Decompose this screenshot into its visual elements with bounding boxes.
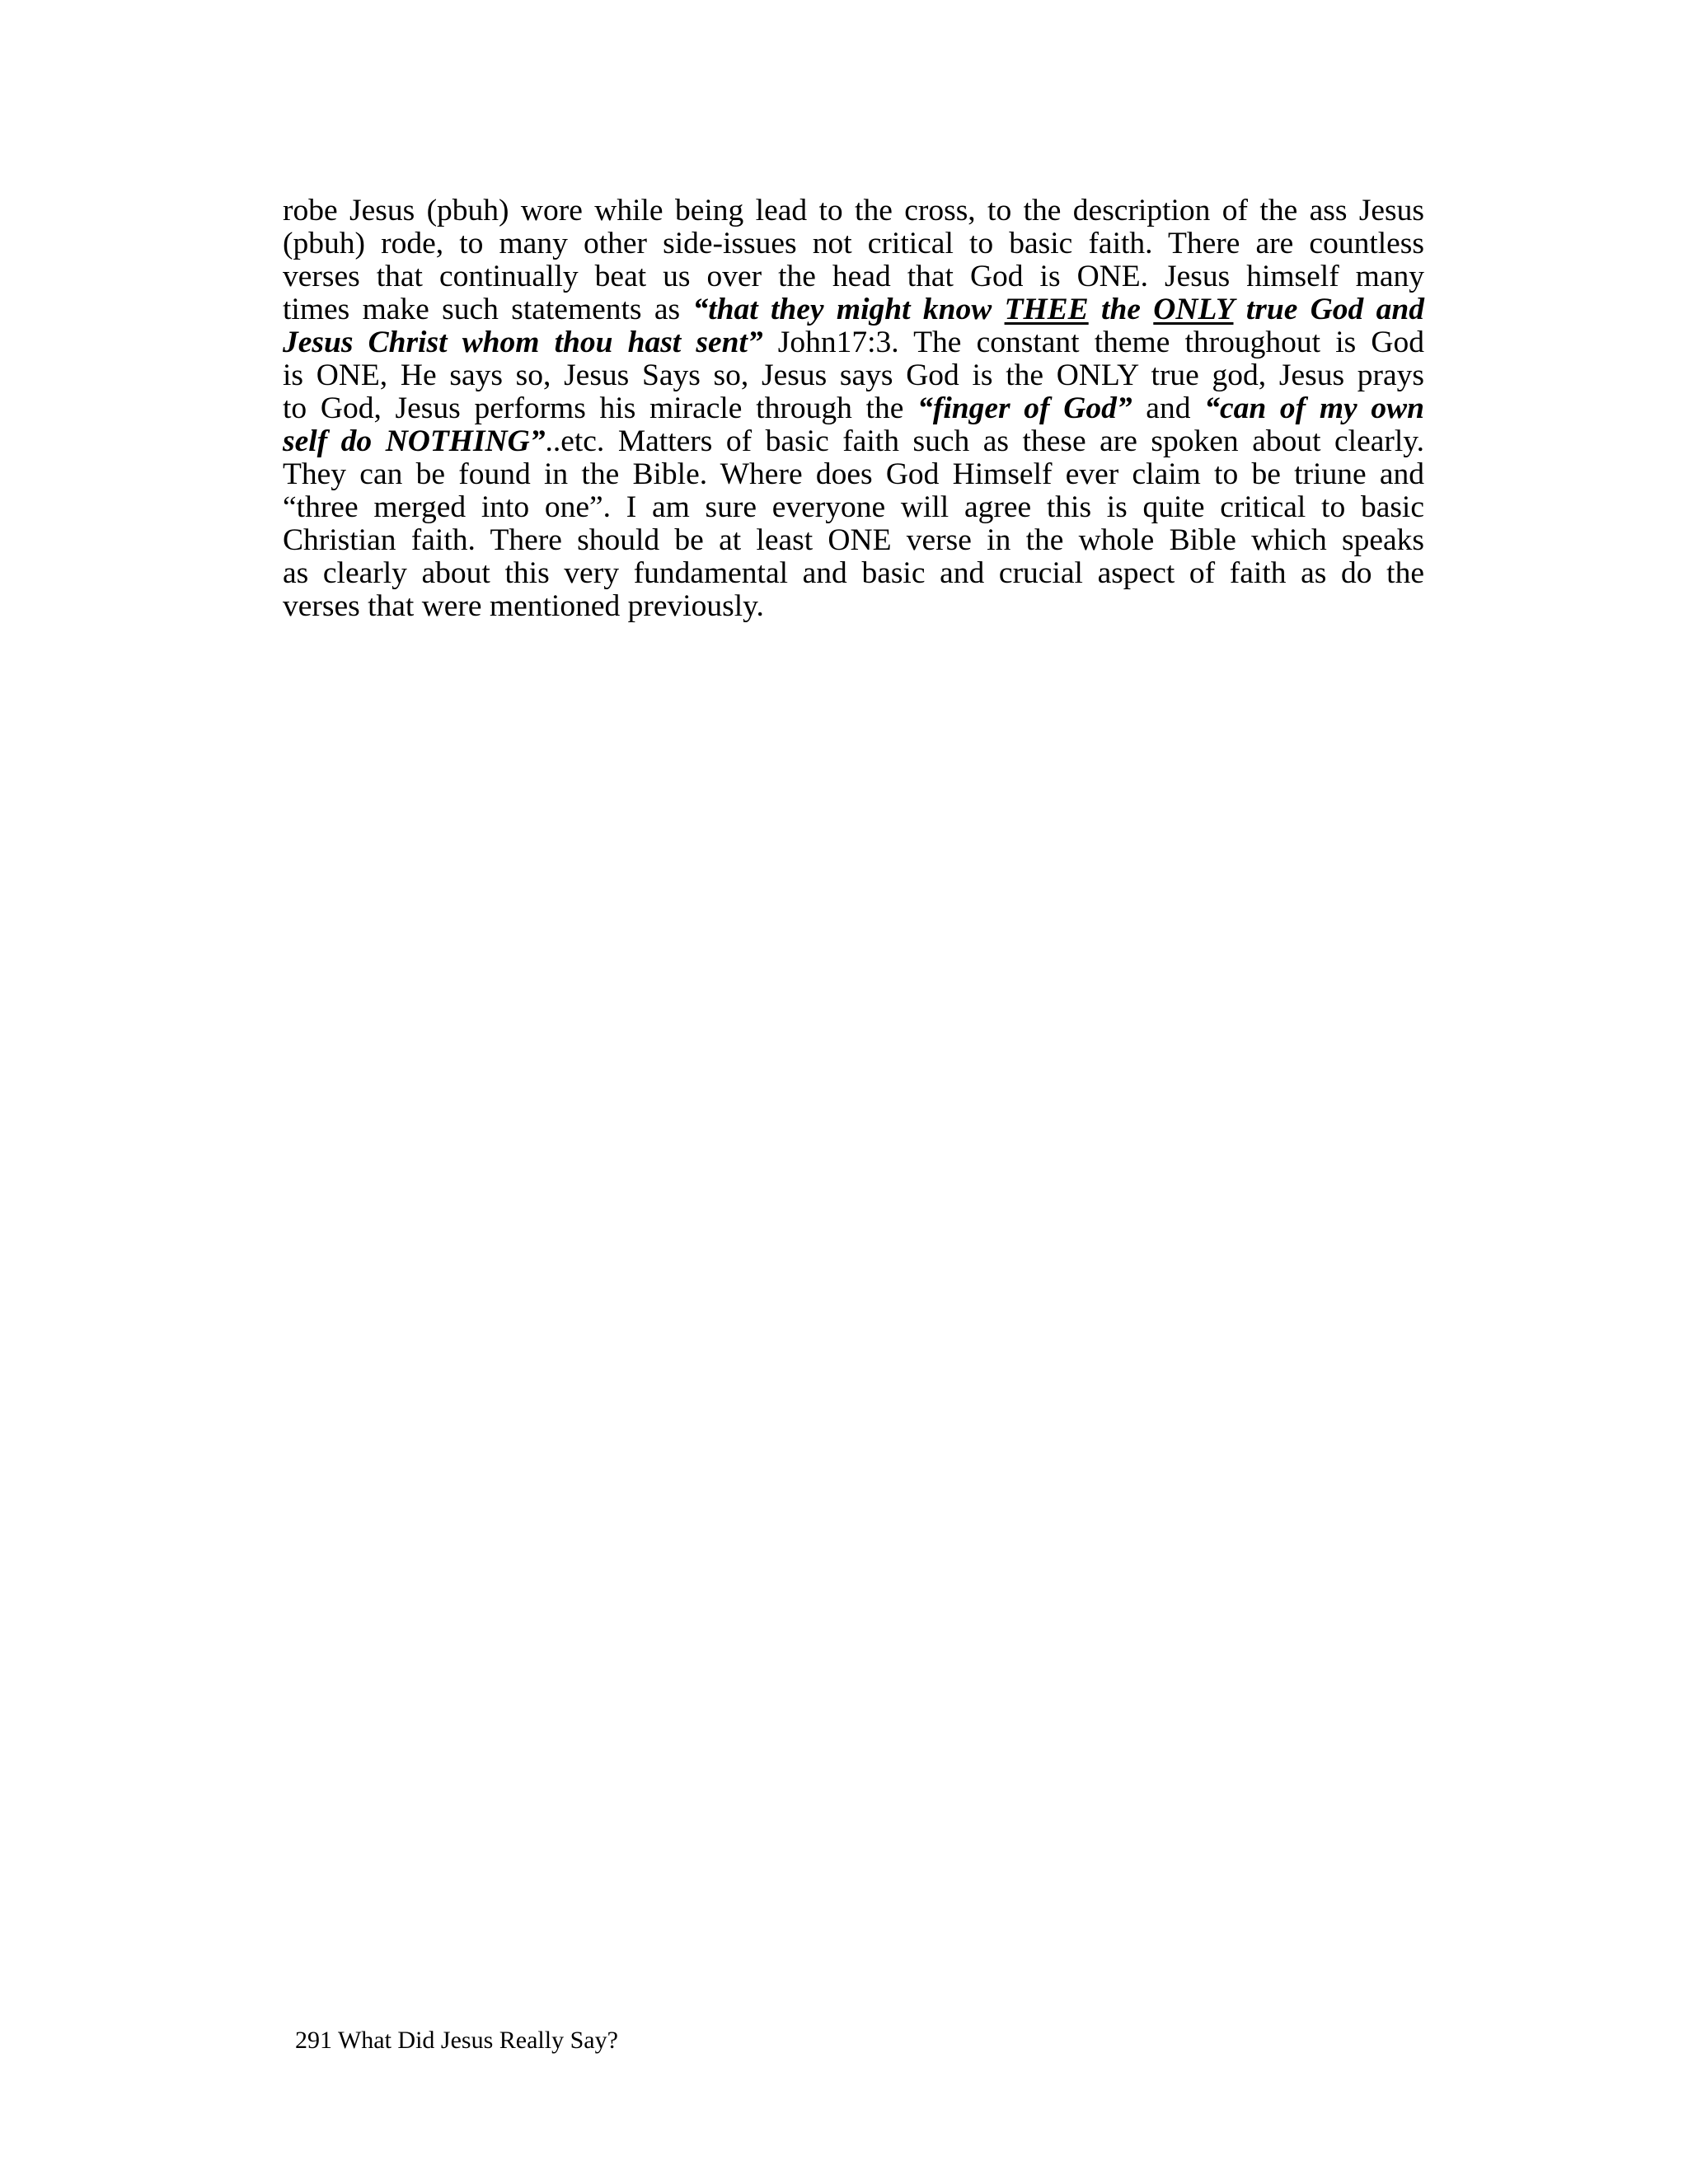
text-line: as clearly about this very fundamental and basic and crucial aspect of faith as do the <box>283 556 1424 590</box>
text-run: times make such statements as <box>283 293 693 326</box>
quote-emphasis: Jesus Christ whom thou hast sent” <box>283 326 763 359</box>
underlined-word-only: ONLY <box>1153 293 1234 326</box>
quote-emphasis: self do NOTHING” <box>283 424 546 458</box>
text-run: John17:3. The constant theme throughout is God <box>762 326 1424 359</box>
body-paragraph <box>283 194 1424 623</box>
underlined-word-thee: THEE <box>1004 293 1089 326</box>
text-line: is ONE, He says so, Jesus Says so, Jesus says God is the ONLY true god, Jesus prays <box>283 359 1424 392</box>
text-line: They can be found in the Bible. Where does God Himself ever claim to be triune and <box>283 457 1424 491</box>
quote-run: “that they might know <box>692 293 1005 326</box>
text-run: to God, Jesus performs his miracle through the <box>283 391 918 425</box>
text-line <box>283 326 1424 359</box>
text-line: verses that were mentioned previously. <box>283 589 764 623</box>
quote-emphasis: “can of my own <box>1204 391 1425 425</box>
quote-emphasis: “finger of God” <box>917 391 1132 425</box>
quote-run: true God and <box>1233 293 1424 326</box>
text-line: Christian faith. There should be at least ONE verse in the whole Bible which speaks <box>283 523 1424 557</box>
quote-emphasis <box>692 293 1424 326</box>
text-line: “three merged into one”. I am sure everyone will agree this is quite critical to basic <box>283 490 1424 524</box>
page-footer: 291 What Did Jesus Really Say? <box>295 2027 618 2054</box>
text-line: verses that continually beat us over the head that God is ONE. Jesus himself many <box>283 260 1424 293</box>
text-line: robe Jesus (pbuh) wore while being lead to the cross, to the description of the ass Jesus <box>283 194 1424 227</box>
text-run: ..etc. Matters of basic faith such as these are spoken about clearly. <box>545 424 1424 458</box>
text-line <box>283 392 1424 425</box>
text-line: (pbuh) rode, to many other side-issues not critical to basic faith. There are countless <box>283 227 1424 260</box>
text-run: and <box>1132 391 1205 425</box>
text-line <box>283 293 1424 326</box>
quote-run: the <box>1088 293 1154 326</box>
text-line <box>283 425 1424 458</box>
